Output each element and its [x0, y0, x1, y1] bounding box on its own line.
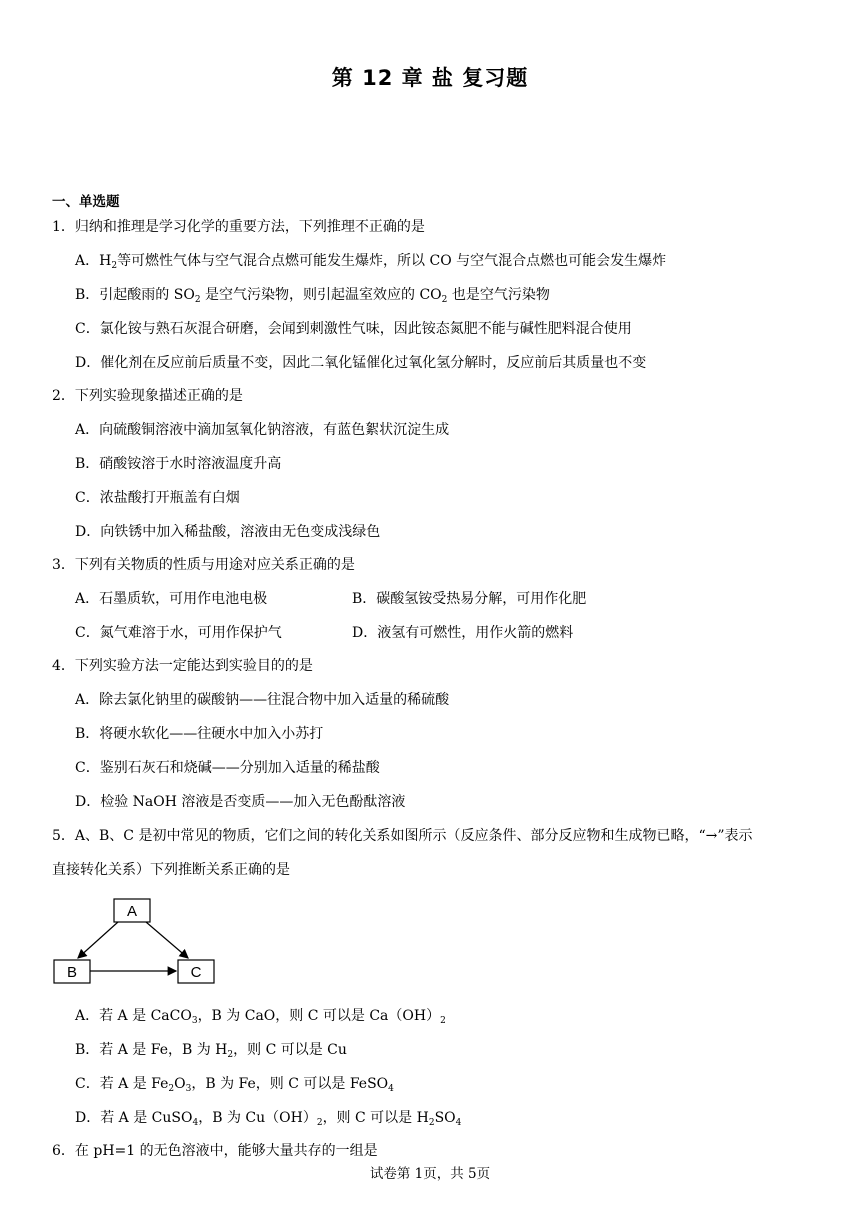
option-text: 也是空气污染物: [447, 287, 550, 303]
option-text: ，B 为 Fe，则 C 可以是 FeSO: [191, 1076, 389, 1092]
option-text: O: [174, 1076, 186, 1092]
question-3-option-c[interactable]: C．氮气难溶于水，可用作保护气: [75, 625, 282, 641]
question-3-option-a[interactable]: A．石墨质软，可用作电池电极: [75, 591, 268, 607]
node-a: [114, 899, 150, 922]
page-footer: 试卷第 1页，共 5页: [369, 1166, 491, 1182]
subscript: 2: [440, 1016, 446, 1026]
question-1-option-b[interactable]: [75, 286, 550, 309]
arrow-a-to-c: [146, 922, 188, 958]
question-3-option-d[interactable]: D．液氢有可燃性，用作火箭的燃料: [352, 625, 574, 641]
subscript: 2: [168, 1084, 175, 1094]
question-5-option-a[interactable]: [75, 1007, 446, 1030]
question-2-stem: 2．下列实验现象描述正确的是: [52, 388, 243, 404]
node-b: [54, 960, 90, 983]
question-4-option-c[interactable]: C．鉴别石灰石和烧碱——分别加入适量的稀盐酸: [75, 760, 380, 776]
subscript: 2: [441, 295, 448, 305]
page-title: 第 12 章 盐 复习题: [331, 66, 529, 90]
option-text: ，则 C 可以是 H: [322, 1110, 429, 1126]
option-text: ，则 C 可以是 Cu: [233, 1042, 347, 1058]
question-3-option-b[interactable]: B．碳酸氢铵受热易分解，可用作化肥: [352, 591, 587, 607]
option-text: D．若 A 是 CuSO: [75, 1110, 193, 1126]
section-heading: 一、单选题: [52, 194, 120, 210]
question-4-option-a[interactable]: A．除去氯化钠里的碳酸钠——往混合物中加入适量的稀硫酸: [75, 692, 450, 708]
option-text: SO: [434, 1110, 456, 1126]
question-2-option-c[interactable]: C．浓盐酸打开瓶盖有白烟: [75, 490, 240, 506]
subscript: 4: [455, 1118, 462, 1128]
node-b-label: B: [66, 964, 78, 981]
option-text: B．若 A 是 Fe，B 为 H: [75, 1042, 228, 1058]
subscript: 3: [185, 1084, 192, 1094]
option-text: ，B 为 Cu（OH）: [198, 1110, 317, 1126]
arrow-a-to-b: [78, 922, 118, 958]
option-text: A．若 A 是 CaCO: [75, 1008, 192, 1024]
subscript: 2: [111, 261, 118, 271]
subscript: 4: [192, 1118, 199, 1128]
question-1-option-d[interactable]: D．催化剂在反应前后质量不变，因此二氧化锰催化过氧化氢分解时，反应前后其质量也不变: [75, 355, 647, 371]
option-text: C．若 A 是 Fe: [75, 1076, 169, 1092]
question-3-stem: 3．下列有关物质的性质与用途对应关系正确的是: [52, 557, 355, 573]
question-2-option-d[interactable]: D．向铁锈中加入稀盐酸，溶液由无色变成浅绿色: [75, 524, 381, 540]
question-4-option-d[interactable]: D．检验 NaOH 溶液是否变质——加入无色酚酞溶液: [75, 794, 406, 810]
question-5-option-c[interactable]: [75, 1075, 394, 1098]
conversion-diagram: [52, 896, 222, 990]
question-5-stem-line-1: 5．A、B、C 是初中常见的物质，它们之间的转化关系如图所示（反应条件、部分反应物和生成物已略，“→”表示: [52, 828, 753, 844]
subscript: 4: [388, 1084, 394, 1094]
node-a-label: A: [126, 903, 138, 920]
option-text: B．引起酸雨的 SO: [75, 287, 195, 303]
subscript: 2: [194, 295, 201, 305]
subscript: 2: [227, 1050, 234, 1060]
option-text: A．H: [75, 253, 112, 269]
question-1-option-c[interactable]: C．氯化铵与熟石灰混合研磨，会闻到刺激性气味，因此铵态氮肥不能与碱性肥料混合使用: [75, 321, 632, 337]
option-text: 是空气污染物，则引起温室效应的 CO: [200, 287, 442, 303]
question-1-option-a[interactable]: [75, 252, 666, 275]
question-5-option-d[interactable]: [75, 1109, 461, 1132]
question-4-option-b[interactable]: B．将硬水软化——往硬水中加入小苏打: [75, 726, 324, 742]
question-5-stem-line-2: 直接转化关系）下列推断关系正确的是: [52, 862, 290, 878]
question-2-option-b[interactable]: B．硝酸铵溶于水时溶液温度升高: [75, 456, 282, 472]
option-text: ，B 为 CaO，则 C 可以是 Ca（OH）: [197, 1008, 441, 1024]
question-5-option-b[interactable]: [75, 1041, 347, 1064]
node-c: [178, 960, 214, 983]
option-text: 等可燃性气体与空气混合点燃可能发生爆炸，所以 CO 与空气混合点燃也可能会发生爆炸: [117, 253, 667, 269]
subscript: 3: [191, 1016, 198, 1026]
subscript: 2: [428, 1118, 435, 1128]
node-c-label: C: [190, 964, 202, 981]
question-2-option-a[interactable]: A．向硫酸铜溶液中滴加氢氧化钠溶液，有蓝色絮状沉淀生成: [75, 422, 450, 438]
question-4-stem: 4．下列实验方法一定能达到实验目的的是: [52, 658, 313, 674]
subscript: 2: [316, 1118, 323, 1128]
question-1-stem: 1．归纳和推理是学习化学的重要方法，下列推理不正确的是: [52, 219, 425, 235]
question-6-stem: 6．在 pH=1 的无色溶液中，能够大量共存的一组是: [52, 1143, 378, 1159]
